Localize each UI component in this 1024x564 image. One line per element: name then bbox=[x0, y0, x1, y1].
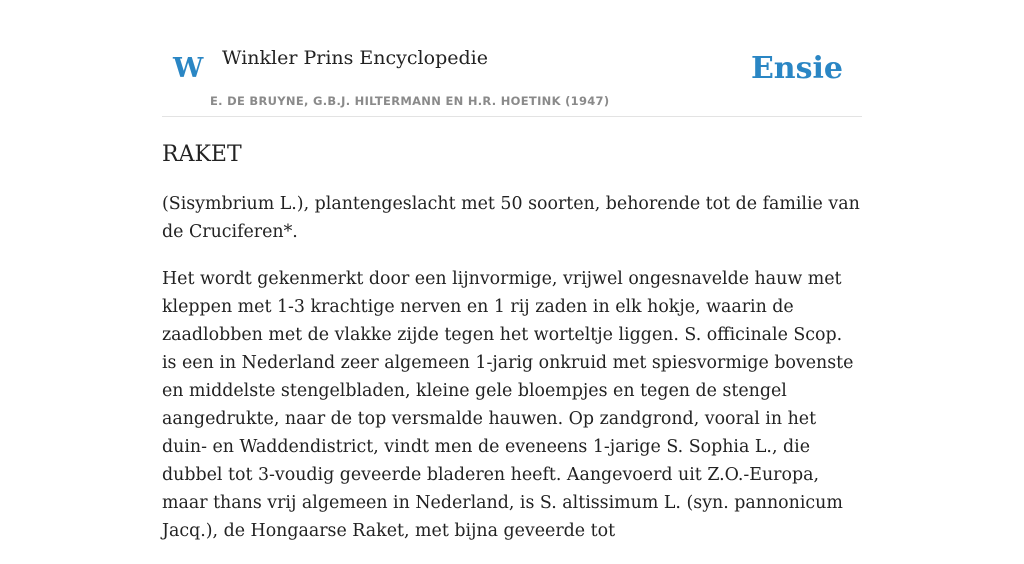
article-title: RAKET bbox=[162, 142, 242, 167]
publication-header bbox=[162, 0, 862, 117]
ensie-logo[interactable]: Ensie bbox=[750, 51, 843, 86]
publication-authors: E. DE BRUYNE, G.B.J. HILTERMANN EN H.R. HOETINK (1947) bbox=[210, 94, 610, 108]
article bbox=[162, 139, 862, 564]
article-paragraph-intro: (Sisymbrium L.), plantengeslacht met 50 soorten, behorende tot de familie van de Cruciferen*. bbox=[162, 194, 860, 242]
article-paragraph-description: Het wordt gekenmerkt door een lijnvormige, vrijwel ongesnavelde hauw met kleppen met 1-3 krachtige nerven en 1 rij zaden in elk hokje, waarin de zaadlobben met de vlakke zijde tegen het worteltje liggen. S. officinale Scop. is een in Nederland zeer algemeen 1-jarig onkruid met spiesvormige bovenste en middelste stengelbladen, kleine gele bloempjes en tegen de stengel aangedrukte, naar de top versmalde hauwen. Op zandgrond, vooral in het duin- en Waddendistrict, vindt men de eveneens 1-jarige S. Sophia L., die dubbel tot 3-voudig geveerde bladeren heeft. Aangevoerd uit Z.O.-Europa, maar thans vrij algemeen in Nederland, is S. altissimum L. (syn. pannonicum Jacq.), de Hongaarse Raket, met bijna geveerde tot bbox=[162, 269, 854, 541]
publication-title[interactable]: Winkler Prins Encyclopedie bbox=[222, 47, 488, 69]
winkler-prins-logo[interactable]: W bbox=[173, 53, 204, 84]
